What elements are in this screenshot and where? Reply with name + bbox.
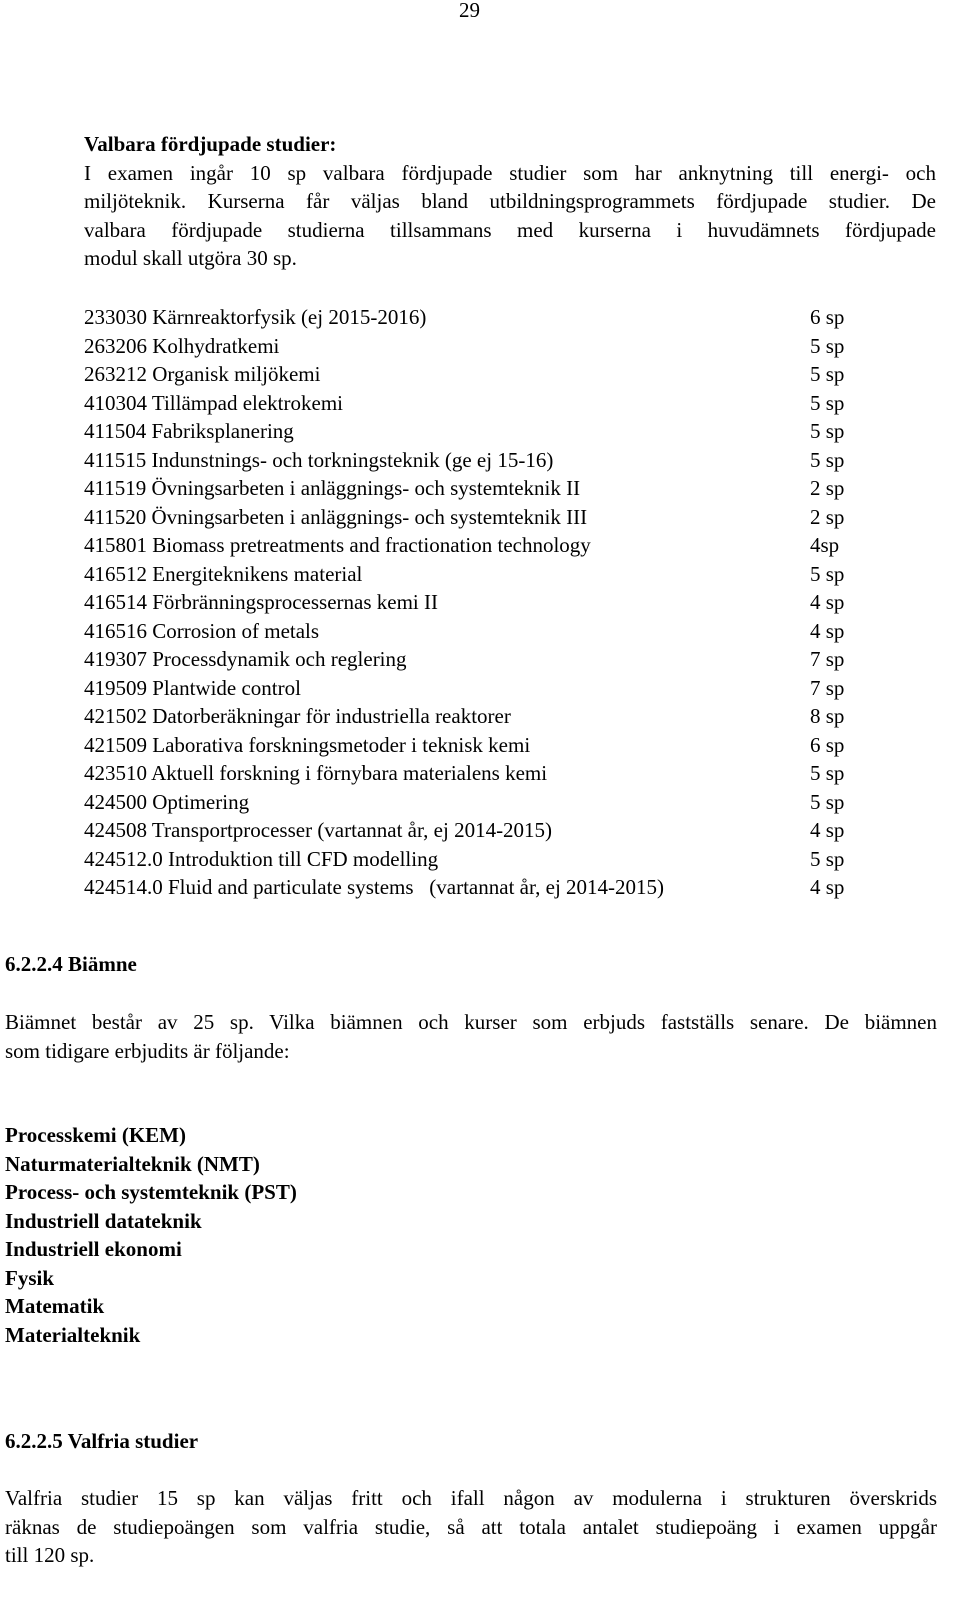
subject-item: Process- och systemteknik (PST) — [5, 1180, 297, 1204]
valbara-line: modul skall utgöra 30 sp. — [84, 246, 297, 270]
valfria-heading: 6.2.2.5 Valfria studier — [5, 1429, 199, 1453]
course-row — [84, 446, 884, 475]
course-label: 411504 Fabriksplanering — [84, 419, 294, 443]
course-row — [84, 617, 884, 646]
course-label: 421509 Laborativa forskningsmetoder i teknisk kemi — [84, 732, 531, 757]
valbara-line: I examen ingår 10 sp valbara fördjupade studier som har anknytning till energi- och — [84, 160, 936, 185]
subject-list — [5, 1121, 297, 1349]
course-credits: 4 sp — [810, 875, 845, 899]
course-row — [84, 417, 884, 446]
course-label: 421502 Datorberäkningar för industriella reaktorer — [84, 704, 511, 728]
course-row — [84, 503, 884, 532]
subject-item: Naturmaterialteknik (NMT) — [5, 1151, 260, 1176]
course-row — [84, 759, 884, 788]
subject-item: Industriell datateknik — [5, 1208, 202, 1233]
course-row — [84, 816, 884, 845]
course-label: 263206 Kolhydratkemi — [84, 333, 280, 358]
page-number: 29 — [459, 0, 480, 22]
course-credits: 4 sp — [810, 618, 845, 643]
course-label: 423510 Aktuell forskning i förnybara materialens kemi — [84, 761, 548, 785]
course-credits: 5 sp — [810, 362, 845, 386]
valbara-line: miljöteknik. Kurserna får väljas bland utbildningsprogrammets fördjupade studier. De — [84, 189, 936, 213]
course-credits: 6 sp — [810, 732, 845, 757]
course-label: 416516 Corrosion of metals — [84, 618, 320, 643]
course-label: 415801 Biomass pretreatments and fractionation technology — [84, 533, 591, 557]
course-label: 410304 Tillämpad elektrokemi — [84, 390, 343, 415]
valfria-line: räknas de studiepoängen som valfria studie, så att totala antalet studiepoäng i examen uppgår — [5, 1514, 937, 1539]
valfria-paragraph — [5, 1484, 937, 1570]
valbara-heading: Valbara fördjupade studier: — [84, 132, 337, 156]
course-row — [84, 360, 884, 389]
biamne-line: som tidigare erbjudits är följande: — [5, 1038, 290, 1063]
course-row — [84, 588, 884, 617]
valfria-line: Valfria studier 15 sp kan väljas fritt och ifall någon av modulerna i strukturen överskrids — [5, 1486, 937, 1510]
course-label: 419307 Processdynamik och reglering — [84, 647, 407, 671]
valbara-section — [84, 130, 936, 273]
valfria-line: till 120 sp. — [5, 1543, 95, 1567]
course-credits: 5 sp — [810, 419, 845, 443]
course-credits: 6 sp — [810, 305, 845, 329]
course-credits: 5 sp — [810, 447, 845, 472]
course-row — [84, 645, 884, 674]
course-label: 424512.0 Introduktion till CFD modelling — [84, 846, 439, 871]
course-credits: 5 sp — [810, 333, 845, 358]
course-list — [84, 303, 884, 902]
valbara-line: valbara fördjupade studierna tillsammans med kurserna i huvudämnets fördjupade — [84, 217, 936, 242]
course-row — [84, 389, 884, 418]
course-row — [84, 560, 884, 589]
course-credits: 7 sp — [810, 647, 845, 671]
biamne-paragraph — [5, 1008, 937, 1065]
course-credits: 8 sp — [810, 704, 845, 728]
course-credits: 5 sp — [810, 789, 845, 814]
course-row — [84, 702, 884, 731]
biamne-heading: 6.2.2.4 Biämne — [5, 952, 137, 976]
course-label: 416512 Energiteknikens material — [84, 561, 363, 586]
biamne-line: Biämnet består av 25 sp. Vilka biämnen och kurser som erbjuds fastställs senare. De biämnen — [5, 1010, 937, 1034]
course-label: 424508 Transportprocesser (vartannat år, ej 2014-2015) — [84, 818, 553, 842]
course-row — [84, 674, 884, 703]
course-credits: 2 sp — [810, 504, 845, 529]
course-label: 419509 Plantwide control — [84, 675, 301, 700]
course-credits: 4sp — [810, 533, 840, 557]
course-row — [84, 474, 884, 503]
subject-item: Fysik — [5, 1265, 55, 1290]
course-credits: 5 sp — [810, 846, 845, 871]
course-credits: 4 sp — [810, 818, 845, 842]
course-label: 411520 Övningsarbeten i anläggnings- och systemteknik III — [84, 504, 588, 529]
course-label: 263212 Organisk miljökemi — [84, 362, 321, 386]
course-credits: 5 sp — [810, 761, 845, 785]
subject-item: Materialteknik — [5, 1322, 141, 1347]
course-row — [84, 731, 884, 760]
course-credits: 2 sp — [810, 476, 845, 500]
subject-item: Processkemi (KEM) — [5, 1123, 186, 1147]
course-label: 424500 Optimering — [84, 789, 250, 814]
course-credits: 4 sp — [810, 590, 845, 614]
course-credits: 7 sp — [810, 675, 845, 700]
course-row — [84, 332, 884, 361]
course-row — [84, 845, 884, 874]
course-credits: 5 sp — [810, 390, 845, 415]
course-row — [84, 531, 884, 560]
subject-item: Matematik — [5, 1294, 105, 1318]
course-label: 416514 Förbränningsprocessernas kemi II — [84, 590, 439, 614]
course-row — [84, 303, 884, 332]
course-label: 411515 Indunstnings- och torkningsteknik (ge ej 15-16) — [84, 447, 554, 472]
course-label: 424514.0 Fluid and particulate systems (vartannat år, ej 2014-2015) — [84, 875, 665, 899]
course-credits: 5 sp — [810, 561, 845, 586]
course-label: 411519 Övningsarbeten i anläggnings- och systemteknik II — [84, 476, 581, 500]
course-label: 233030 Kärnreaktorfysik (ej 2015-2016) — [84, 305, 427, 329]
subject-item: Industriell ekonomi — [5, 1237, 182, 1261]
course-row — [84, 873, 884, 902]
course-row — [84, 788, 884, 817]
